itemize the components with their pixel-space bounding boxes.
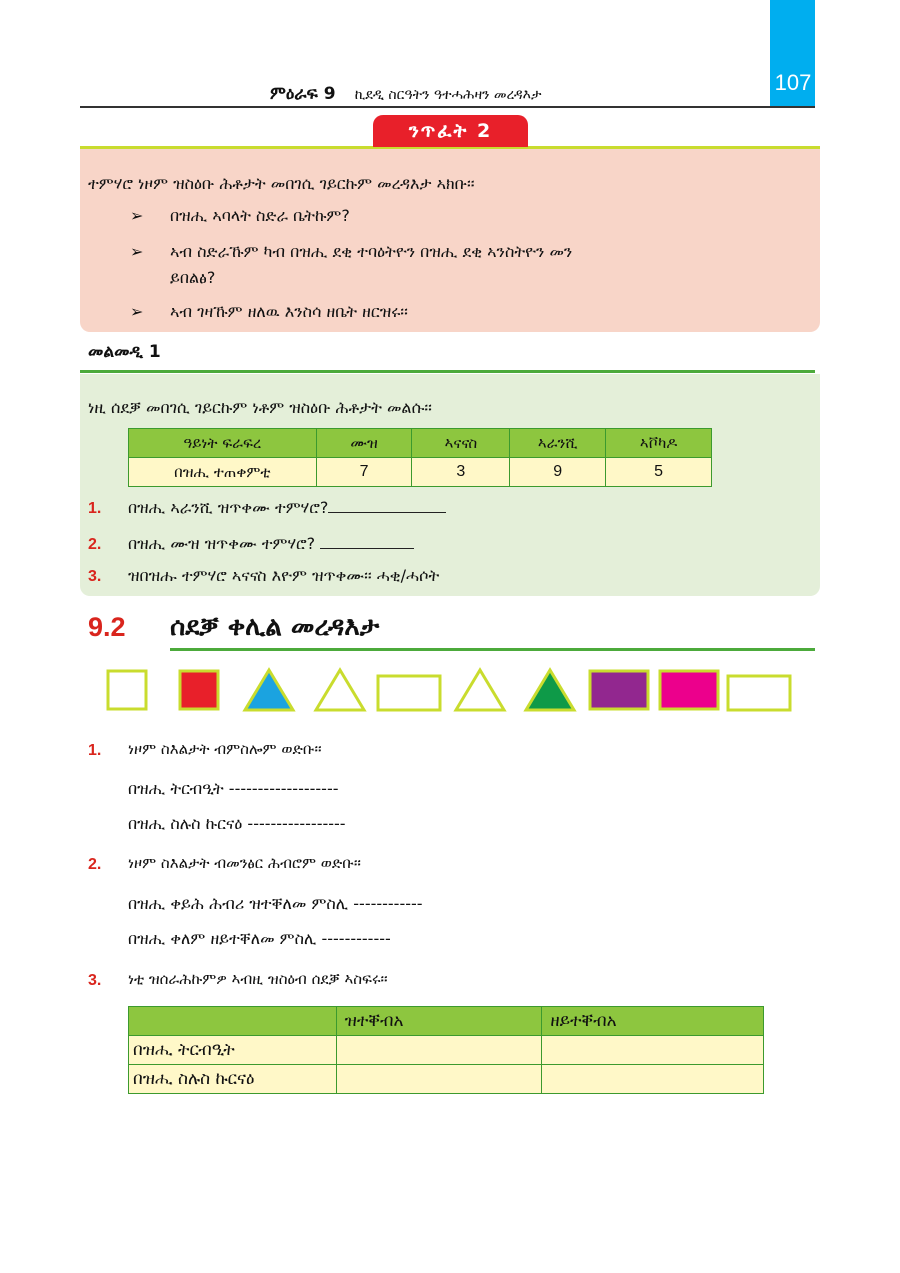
question-number: 1. — [88, 500, 102, 517]
activity-bullet: በዝሒ ኣባላት ስድራ ቤትኩም? — [170, 206, 350, 225]
section-divider — [170, 648, 815, 651]
empty-rectangle-shape — [378, 676, 440, 710]
table-header: ኣራንሺ — [510, 429, 606, 458]
purple-rectangle-shape — [590, 671, 648, 709]
table-cell[interactable] — [542, 1065, 764, 1094]
table-cell: 5 — [606, 458, 712, 487]
activity-bullet: ኣብ ገዛኹም ዘለዉ እንስሳ ዘቤት ዘርዝሩ፡፡ — [170, 302, 408, 321]
header-divider — [80, 106, 815, 108]
table-row-label: በዝሒ ተጠቀምቲ — [129, 458, 317, 487]
empty-triangle-shape — [456, 670, 504, 710]
fruit-table — [128, 428, 712, 487]
answer-line: በዝሒ ቀለም ዘይተቐለመ ምስሊ ------------ — [128, 929, 391, 948]
answer-line: በዝሒ ትርብዒት ------------------- — [128, 779, 339, 798]
answer-blank[interactable] — [320, 535, 414, 549]
table-row-label: በዝሒ ትርብዒት — [129, 1036, 337, 1065]
table-header: ኣናናስ — [412, 429, 510, 458]
empty-square-shape — [108, 671, 146, 709]
answer-blank[interactable] — [328, 499, 446, 513]
table-cell[interactable] — [336, 1065, 542, 1094]
exercise-intro: ነዚ ሰደቓ መበገሲ ገይርኩም ነቶም ዝስዕቡ ሕቶታት መልሱ፡፡ — [88, 398, 432, 417]
answer-line: በዝሒ ስሉስ ኩርናዕ ----------------- — [128, 814, 346, 833]
exercise-title: መልመዲ 1 — [88, 342, 161, 362]
question-text: በዝሒ ሙዝ ዝጥቀሙ ተምሃሮ? — [128, 534, 316, 553]
table-cell: 7 — [316, 458, 412, 487]
empty-rectangle-shape — [728, 676, 790, 710]
task-text: ነዞም ስእልታት ብመንፅር ሕብሮም ወድቡ፡፡ — [128, 854, 361, 872]
question-text: ዝበዝሑ ተምሃሮ ኣናናስ እዮም ዝጥቀሙ፡፡ ሓቂ/ሓሶት — [128, 566, 440, 585]
question-number: 3. — [88, 568, 102, 585]
table-cell: 9 — [510, 458, 606, 487]
running-head — [270, 84, 541, 104]
table-row-label: በዝሒ ስሉስ ኩርናዕ — [129, 1065, 337, 1094]
exercise-divider — [80, 370, 815, 373]
shapes-table — [128, 1006, 764, 1094]
shapes-figure — [100, 664, 800, 716]
question-item — [128, 498, 446, 518]
table-header: ዘይተቐብአ — [542, 1007, 764, 1036]
task-text: ነቲ ዝሰራሕኩምዎ ኣብዚ ዝስዕብ ሰደቓ ኣስፍሩ፡፡ — [128, 970, 388, 988]
blue-triangle-shape — [245, 670, 293, 710]
answer-line: በዝሒ ቀይሕ ሕብሪ ዝተቐለመ ምስሊ ------------ — [128, 894, 423, 913]
magenta-rectangle-shape — [660, 671, 718, 709]
task-number: 1. — [88, 742, 102, 759]
task-text: ነዞም ስእልታት ብምስሎም ወድቡ፡፡ — [128, 740, 322, 758]
unit-label: ምዕራፍ 9 — [270, 84, 336, 104]
activity-intro: ተምሃሮ ነዞም ዝስዕቡ ሕቶታት መበገሲ ገይርኩም መረዳእታ ኣክቡ፡፡ — [88, 174, 475, 193]
task-number: 3. — [88, 972, 102, 989]
table-cell[interactable] — [336, 1036, 542, 1065]
green-triangle-shape — [526, 670, 574, 710]
table-cell: 3 — [412, 458, 510, 487]
bullet-icon: ➢ — [130, 302, 144, 321]
bullet-icon: ➢ — [130, 206, 144, 225]
unit-title: ኪደዲ ስርዓትን ዓተሓሕዛን መረዳእታ — [354, 87, 542, 103]
section-number: 9.2 — [88, 612, 126, 642]
table-header — [129, 1007, 337, 1036]
empty-triangle-shape — [316, 670, 364, 710]
activity-bullet-continued: ይበልፅ? — [170, 268, 216, 287]
table-header: ዓይነት ፍራፍረ — [129, 429, 317, 458]
page-number: 107 — [774, 70, 812, 95]
table-header: ዝተቐብአ — [336, 1007, 542, 1036]
activity-bullet: ኣብ ስድራኹም ካብ በዝሒ ደቂ ተባዕትዮን በዝሒ ደቂ ኣንስትዮን መን — [170, 242, 573, 261]
bullet-icon: ➢ — [130, 242, 144, 261]
question-number: 2. — [88, 536, 102, 553]
red-square-shape — [180, 671, 218, 709]
section-title: ሰደቓ ቀሊል መረዳእታ — [170, 612, 380, 642]
table-header: ሙዝ — [316, 429, 412, 458]
question-text: በዝሒ ኣራንሺ ዝጥቀሙ ተምሃሮ? — [128, 498, 329, 517]
question-item — [128, 534, 414, 554]
activity-label: ንጥፈት 2 — [373, 115, 528, 147]
task-number: 2. — [88, 856, 102, 873]
table-cell[interactable] — [542, 1036, 764, 1065]
table-header: ኣቮካዶ — [606, 429, 712, 458]
